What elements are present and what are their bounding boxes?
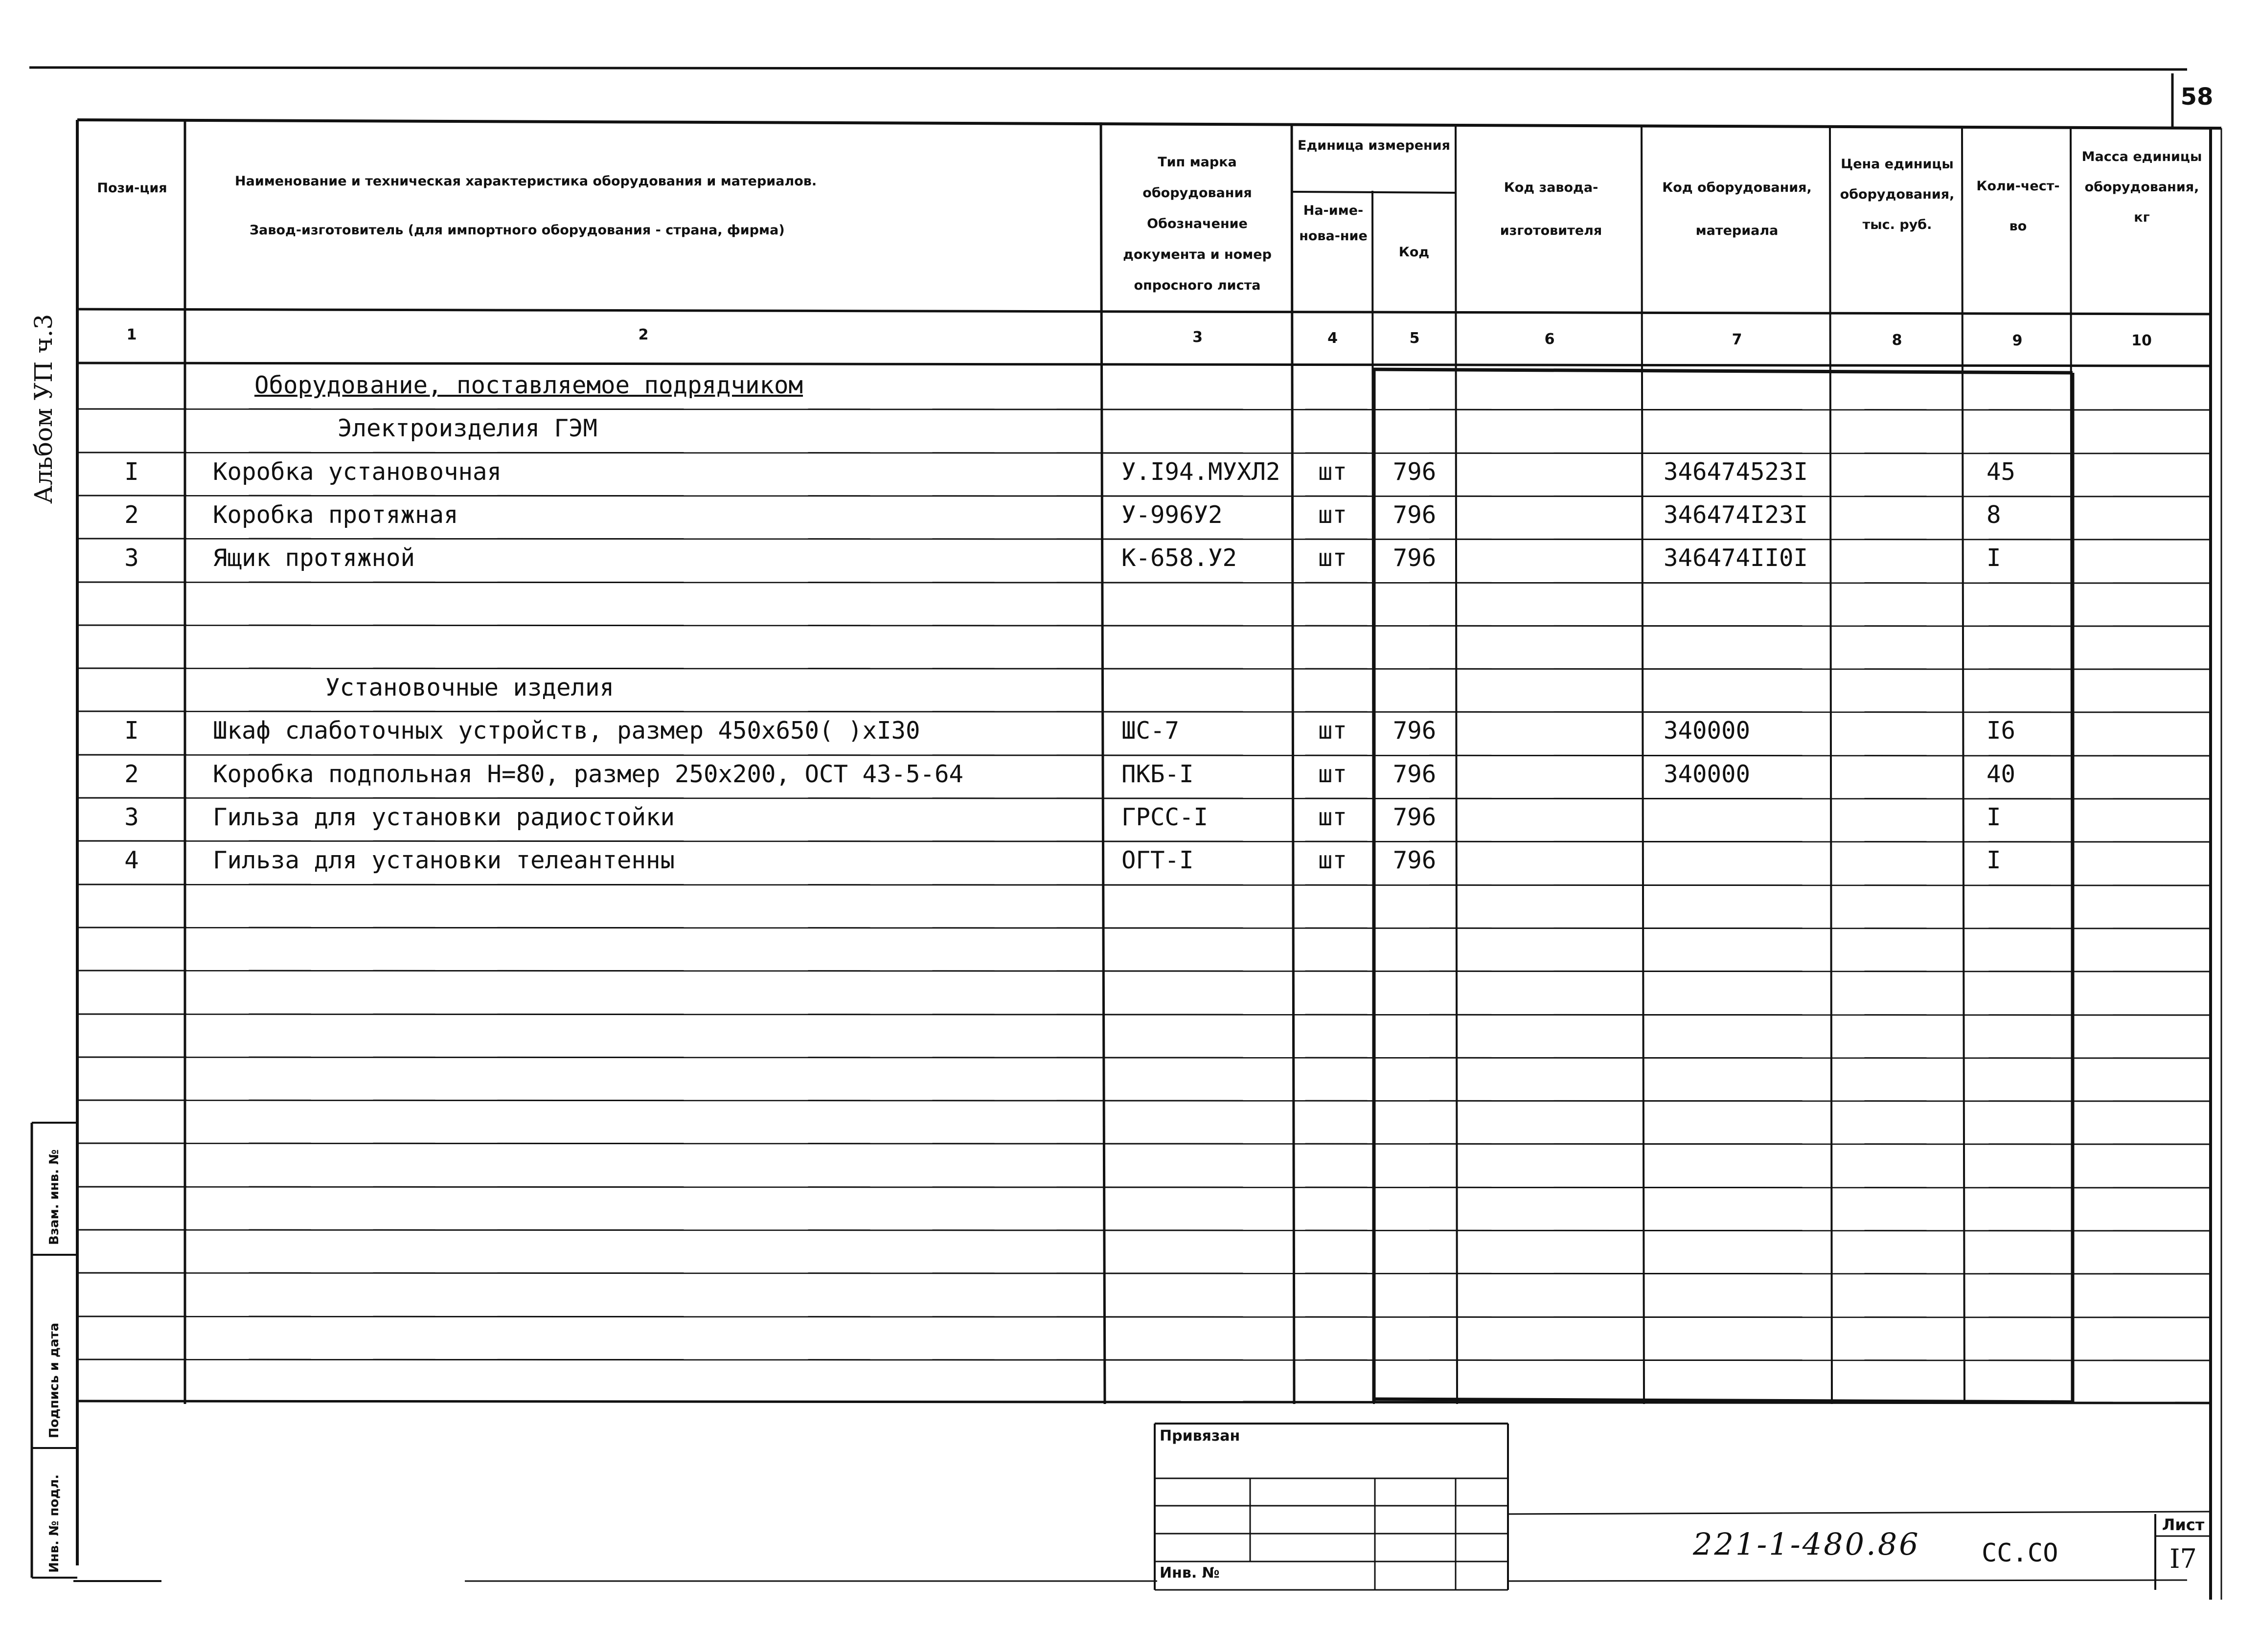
colnum-10: 10 <box>2131 332 2152 349</box>
cell-pos: 3 <box>124 544 139 572</box>
cell-unit-code: 796 <box>1393 717 1437 745</box>
row-rule <box>77 1143 2211 1144</box>
colnum-3: 3 <box>1192 329 1203 346</box>
cell-qty: 45 <box>1986 458 2016 486</box>
cell-eq-code: 346474II0I <box>1664 544 1808 572</box>
cell-eq-code: 340000 <box>1664 717 1751 745</box>
cell-unit-code: 796 <box>1393 458 1437 486</box>
cell-unit-code: 796 <box>1393 846 1437 874</box>
cell-type: ПКБ-I <box>1121 760 1194 788</box>
header-unit-code: Код <box>1398 245 1430 260</box>
cell-qty: I <box>1986 544 2001 572</box>
row-rule <box>77 496 2211 497</box>
row-rule <box>77 539 2211 540</box>
colnum-1: 1 <box>126 326 137 343</box>
row-rule <box>77 1014 2211 1015</box>
cell-pos: 2 <box>124 760 139 788</box>
row-rule <box>77 582 2211 583</box>
cell-unit-code: 796 <box>1393 544 1437 572</box>
stamp-privyazan: Привязан <box>1160 1427 1240 1445</box>
cell-pos: I <box>124 717 139 745</box>
vzam-label: Взам. инв. № <box>47 1149 62 1245</box>
sheet-number: I7 <box>2169 1543 2197 1574</box>
row-rule <box>77 971 2211 972</box>
header-quantity: Коли-чест-во <box>1976 179 2060 234</box>
cell-name: Установочные изделия <box>325 674 615 702</box>
row-rule <box>77 1187 2211 1188</box>
cell-unit-code: 796 <box>1393 501 1437 529</box>
header-unit: Единица измерения <box>1298 138 1450 153</box>
cell-pos: 3 <box>124 803 139 831</box>
row-rule <box>77 1057 2211 1058</box>
colnum-9: 9 <box>2012 332 2023 349</box>
cell-type: ОГТ-I <box>1121 846 1194 874</box>
cell-type: У-996У2 <box>1121 501 1223 529</box>
cell-qty: I <box>1986 846 2001 874</box>
cell-eq-code: 340000 <box>1664 760 1751 788</box>
header-factory-code: Код завода-изготовителя <box>1500 180 1602 238</box>
cell-name: Оборудование, поставляемое подрядчиком <box>254 371 803 399</box>
cell-type: ГРСС-I <box>1121 803 1209 831</box>
header-mass: Масса единицы оборудования, кг <box>2081 149 2202 225</box>
header-name-line2: Завод-изготовитель (для импортного оборудования - страна, фирма) <box>250 223 785 238</box>
document-suffix: СС.СО <box>1982 1539 2058 1568</box>
header-price: Цена единицы оборудования, тыс. руб. <box>1840 157 1955 232</box>
cell-name: Гильза для установки радиостойки <box>213 803 675 831</box>
cell-name: Коробка подпольная Н=80, размер 250х200, ОСТ 43-5-64 <box>213 760 964 788</box>
header-type: Тип марка оборудования Обозначение документа и номер опросного листа <box>1123 155 1272 293</box>
cell-pos: 2 <box>124 501 139 529</box>
cell-name: Гильза для установки телеантенны <box>213 846 675 874</box>
cell-unit: шт <box>1318 458 1347 486</box>
cell-eq-code: 346474I23I <box>1664 501 1808 529</box>
header-name-line1: Наименование и техническая характеристика оборудования и материалов. <box>235 174 817 189</box>
cell-qty: 40 <box>1986 760 2016 788</box>
cell-pos: I <box>124 458 139 486</box>
row-rule <box>77 625 2211 626</box>
cell-unit-code: 796 <box>1393 803 1437 831</box>
cell-name: Шкаф слаботочных устройств, размер 450х650( )хI30 <box>213 717 920 745</box>
row-rule <box>77 409 2211 410</box>
cell-type: К-658.У2 <box>1121 544 1237 572</box>
document-number: 221-1-480.86 <box>1693 1526 1920 1562</box>
row-rule <box>77 1359 2211 1360</box>
cell-name: Электроизделия ГЭМ <box>338 414 598 442</box>
row-rule <box>77 798 2211 799</box>
row-rule <box>77 1316 2211 1317</box>
page-number: 58 <box>2180 83 2214 111</box>
row-rule <box>77 1230 2211 1231</box>
cell-qty: I <box>1986 803 2001 831</box>
cell-unit: шт <box>1318 544 1347 572</box>
row-rule <box>77 668 2211 669</box>
cell-type: ШС-7 <box>1121 717 1180 745</box>
colnum-8: 8 <box>1892 332 1902 349</box>
header-equipment-code: Код оборудования, материала <box>1662 180 1812 238</box>
cell-name: Коробка установочная <box>213 458 502 486</box>
cell-eq-code: 346474523I <box>1664 458 1808 486</box>
cell-name: Ящик протяжной <box>213 544 415 572</box>
cell-unit: шт <box>1318 803 1347 831</box>
colnum-7: 7 <box>1732 331 1742 348</box>
sign-date-label: Подпись и дата <box>47 1322 62 1438</box>
row-rule <box>77 884 2211 885</box>
colnum-4: 4 <box>1327 330 1338 347</box>
cell-unit: шт <box>1318 760 1347 788</box>
sheet-label: Лист <box>2162 1516 2205 1534</box>
row-rule <box>77 841 2211 842</box>
cell-name: Коробка протяжная <box>213 501 458 529</box>
colnum-5: 5 <box>1409 330 1420 347</box>
cell-qty: I6 <box>1986 717 2016 745</box>
cell-qty: 8 <box>1986 501 2001 529</box>
album-label: Альбом УП ч.3 <box>29 314 58 504</box>
row-rule <box>77 1100 2211 1101</box>
cell-pos: 4 <box>124 846 139 874</box>
header-position: Пози-ция <box>97 181 167 196</box>
cell-type: У.I94.МУХЛ2 <box>1121 458 1280 486</box>
colnum-6: 6 <box>1544 331 1555 348</box>
cell-unit: шт <box>1318 717 1347 745</box>
cell-unit: шт <box>1318 846 1347 874</box>
stamp-inv-no: Инв. № <box>1160 1564 1220 1582</box>
inv-podl-label: Инв. № подл. <box>47 1474 62 1573</box>
colnum-2: 2 <box>638 326 649 343</box>
row-rule <box>77 1273 2211 1274</box>
row-rule <box>77 711 2211 712</box>
row-rule <box>77 755 2211 756</box>
header-unit-name: На-име-нова-ние <box>1299 203 1368 244</box>
cell-unit: шт <box>1318 501 1347 529</box>
cell-unit-code: 796 <box>1393 760 1437 788</box>
